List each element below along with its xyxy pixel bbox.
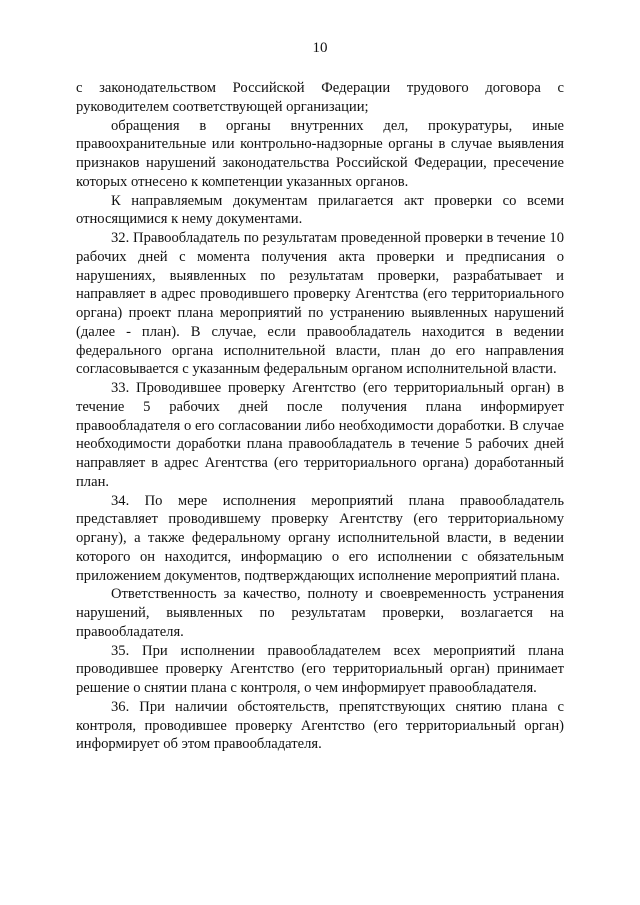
paragraph-continuation: с законодательством Российской Федерации трудового договора с руководителем соответствующей организации; bbox=[76, 80, 564, 115]
paragraph-responsibility: Ответственность за качество, полноту и своевременность устранения нарушений, выявленных по результатам проверки, возлагается на правообладателя. bbox=[76, 586, 564, 640]
paragraph-item-34: 34. По мере исполнения мероприятий плана правообладатель представляет проводившему проверку Агентству (его территориальному органу), а также федеральному органу исполнительной власти, в ведении которого он находится, информацию о его исполнении с обязательным приложением документов, подтверждающих исполнение мероприятий плана. bbox=[76, 492, 564, 584]
paragraph-appeals-to-authorities: обращения в органы внутренних дел, прокуратуры, иные правоохранительные или контрольно-надзорные органы в случае выявления признаков нарушений законодательства Российской Федерации, пресечение которых отнесено к компетенции указанных органов. bbox=[76, 117, 564, 190]
document-body bbox=[76, 79, 564, 754]
paragraph-item-33: 33. Проводившее проверку Агентство (его территориальный орган) в течение 5 рабочих дней после получения плана информирует правообладателя о его согласовании либо необходимости доработки. В случае необходимости доработки плана правообладатель в течение 5 рабочих дней направляет в адрес Агентства (его территориального органа) доработанный план. bbox=[76, 380, 564, 490]
paragraph-item-32: 32. Правообладатель по результатам проведенной проверки в течение 10 рабочих дней с момента получения акта проверки и предписания о нарушениях, выявленных по результатам проверки, разрабатывает и направляет в адрес проводившего проверку Агентства (его территориального органа) проект плана мероприятий по устранению выявленных нарушений (далее - план). В случае, если правообладатель находится в ведении федерального органа исполнительной власти, план до его направления согласовывается с указанным федеральным органом исполнительной власти. bbox=[76, 230, 564, 378]
paragraph-attached-documents: К направляемым документам прилагается акт проверки со всеми относящимися к нему документами. bbox=[76, 192, 564, 228]
paragraph-item-35: 35. При исполнении правообладателем всех мероприятий плана проводившее проверку Агентство (его территориальный орган) принимает решение о снятии плана с контроля, о чем информирует правообладателя. bbox=[76, 642, 564, 696]
page-number: 10 bbox=[312, 40, 328, 56]
paragraph-item-36: 36. При наличии обстоятельств, препятствующих снятию плана с контроля, проводившее проверку Агентство (его территориальный орган) информирует об этом правообладателя. bbox=[76, 698, 564, 753]
